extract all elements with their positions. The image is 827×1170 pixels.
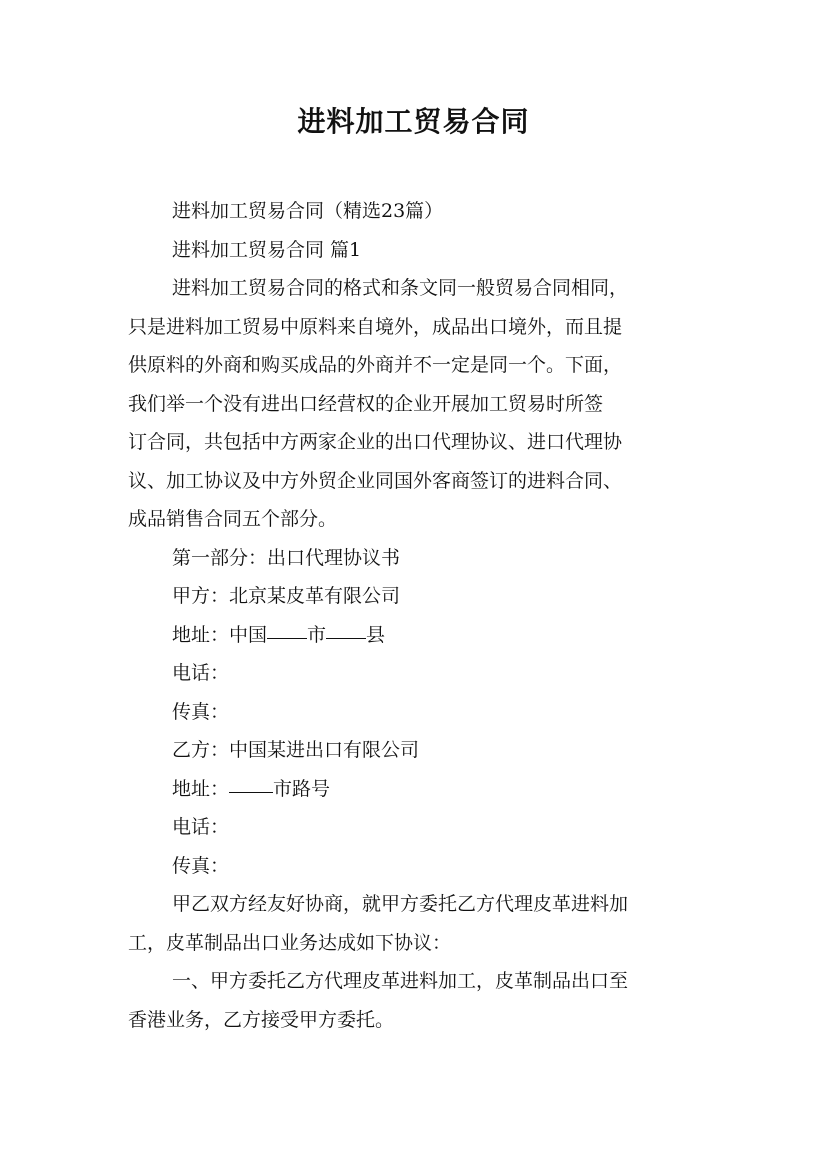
blank-underline bbox=[267, 637, 307, 639]
part-heading: 第一部分：出口代理协议书 bbox=[172, 546, 401, 569]
intro-line-6: 议、加工协议及中方外贸企业同国外客商签订的进料合同、 bbox=[128, 469, 623, 492]
address-label: 地址： bbox=[172, 777, 230, 800]
document-title: 进料加工贸易合同 bbox=[297, 105, 530, 138]
intro-line-4: 我们举一个没有进出口经营权的企业开展加工贸易时所签 bbox=[128, 392, 604, 415]
intro-line-3: 供原料的外商和购买成品的外商并不一定是同一个。下面， bbox=[128, 354, 623, 376]
subtitle: 进料加工贸易合同（精选23篇） bbox=[172, 200, 444, 222]
party-a: 甲方：北京某皮革有限公司 bbox=[172, 585, 401, 607]
intro-line-2: 只是进料加工贸易中原料来自境外，成品出口境外，而且提 bbox=[128, 315, 623, 338]
party-b-phone: 电话： bbox=[172, 816, 230, 838]
agreement-line-2: 工，皮革制品出口业务达成如下协议： bbox=[128, 931, 452, 954]
address-label: 地址：中国 bbox=[172, 623, 268, 646]
party-a-fax: 传真： bbox=[172, 700, 230, 723]
county-suffix: 县 bbox=[366, 623, 386, 646]
city-suffix: 市 bbox=[307, 623, 327, 646]
party-b-address bbox=[128, 770, 712, 809]
intro-line-1: 进料加工贸易合同的格式和条文同一般贸易合同相同， bbox=[172, 277, 629, 299]
party-a-address bbox=[128, 616, 712, 655]
clause-1-line-2: 香港业务，乙方接受甲方委托。 bbox=[128, 1008, 395, 1031]
clause-1-line-1: 一、甲方委托乙方代理皮革进料加工，皮革制品出口至 bbox=[172, 970, 629, 992]
section-heading: 进料加工贸易合同 篇1 bbox=[172, 238, 362, 261]
document-body bbox=[128, 192, 712, 1039]
party-b: 乙方：中国某进出口有限公司 bbox=[172, 739, 420, 761]
blank-underline bbox=[229, 791, 273, 793]
intro-line-5: 订合同，共包括中方两家企业的出口代理协议、进口代理协 bbox=[128, 431, 623, 453]
party-a-phone: 电话： bbox=[172, 662, 230, 684]
party-b-fax: 传真： bbox=[172, 854, 230, 877]
blank-underline bbox=[326, 637, 366, 639]
agreement-line-1: 甲乙双方经友好协商，就甲方委托乙方代理皮革进料加 bbox=[172, 893, 629, 915]
intro-line-7: 成品销售合同五个部分。 bbox=[128, 508, 338, 530]
address-suffix: 市路号 bbox=[273, 777, 331, 800]
